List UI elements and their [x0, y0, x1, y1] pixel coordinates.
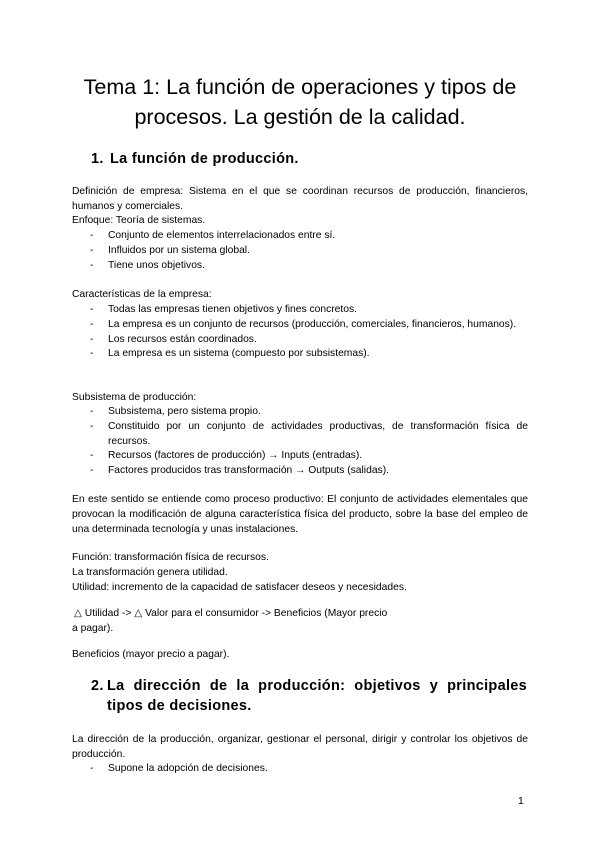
dash-bullet: - — [90, 304, 94, 315]
dash-bullet: - — [90, 244, 94, 256]
utilidad-line: Utilidad: incremento de la capacidad de satisfacer deseos y necesidades. — [72, 582, 407, 593]
dash-bullet: - — [90, 420, 94, 432]
list-item: - La empresa es un conjunto de recursos (producción, comerciales, financieros, humanos). — [72, 318, 528, 333]
delta-line-continued: a pagar). — [72, 623, 114, 634]
list-item: - Constituido por un conjunto de actividades productivas, de transformación física de recursos. — [90, 420, 528, 447]
page-title: Tema 1: La función de operaciones y tipos de procesos. La gestión de la calidad. — [83, 75, 517, 129]
section-1-title: La función de producción. — [110, 151, 299, 167]
subsistema-label: Subsistema de producción: — [72, 392, 197, 403]
subsistema-list — [72, 405, 528, 479]
list-item: - Todas las empresas tienen objetivos y fines concretos. — [72, 303, 528, 318]
transformacion-line: La transformación genera utilidad. — [72, 567, 228, 578]
list-item: - Subsistema, pero sistema propio. — [72, 405, 528, 420]
caracteristicas-list — [72, 303, 528, 362]
list-item: - Tiene unos objetivos. — [72, 259, 528, 274]
list-item: - Conjunto de elementos interrelacionados entre sí. — [72, 229, 528, 244]
dash-bullet: - — [90, 348, 94, 360]
list-item: - La empresa es un sistema (compuesto por subsistemas). — [72, 347, 528, 362]
list-item: - Los recursos están coordinados. — [72, 333, 528, 348]
enfoque-list — [72, 229, 528, 273]
dash-bullet: - — [90, 259, 94, 271]
section-1-number: 1. — [91, 151, 104, 167]
list-item: - Factores producidos tras transformación → Outputs (salidas). — [72, 464, 528, 479]
dash-bullet: - — [90, 406, 94, 417]
section-2-title: La dirección de la producción: objetivos y principales tipos de decisiones. — [107, 678, 527, 714]
dash-bullet: - — [90, 465, 94, 477]
delta-line: △ Utilidad -> △ Valor para el consumidor -> Beneficios (Mayor precio — [74, 608, 388, 619]
funcion-line: Función: transformación física de recursos. — [72, 552, 269, 563]
definicion-empresa: Definición de empresa: Sistema en el que se coordinan recursos de producción, financieros, humanos y comerciales. — [72, 186, 528, 212]
dash-bullet: - — [90, 450, 94, 462]
proceso-productivo-paragraph: En este sentido se entiende como proceso productivo: El conjunto de actividades elementales que provocan la modificación de alguna característica física del producto, sobre la base del empleo de una determinada tecnología y unas instalaciones. — [72, 494, 528, 535]
caracteristicas-label: Características de la empresa: — [72, 289, 212, 300]
dash-bullet: - — [90, 763, 94, 774]
section-2-heading — [91, 676, 527, 716]
list-item: - Supone la adopción de decisiones. — [72, 762, 528, 777]
page-number: 1 — [518, 796, 524, 807]
list-item: - Recursos (factores de producción) → Inputs (entradas). — [72, 449, 528, 464]
beneficios-line: Beneficios (mayor precio a pagar). — [72, 649, 230, 660]
direccion-list — [72, 762, 528, 777]
dash-bullet: - — [90, 318, 94, 330]
dash-bullet: - — [90, 333, 94, 345]
dash-bullet: - — [90, 230, 94, 241]
enfoque-label: Enfoque: Teoría de sistemas. — [72, 215, 206, 226]
section-2-number: 2. — [91, 678, 104, 694]
section-1-heading — [91, 149, 527, 169]
list-item: - Influidos por un sistema global. — [72, 244, 528, 259]
direccion-paragraph: La dirección de la producción, organizar, gestionar el personal, dirigir y controlar los objetivos de producción. — [72, 734, 528, 760]
